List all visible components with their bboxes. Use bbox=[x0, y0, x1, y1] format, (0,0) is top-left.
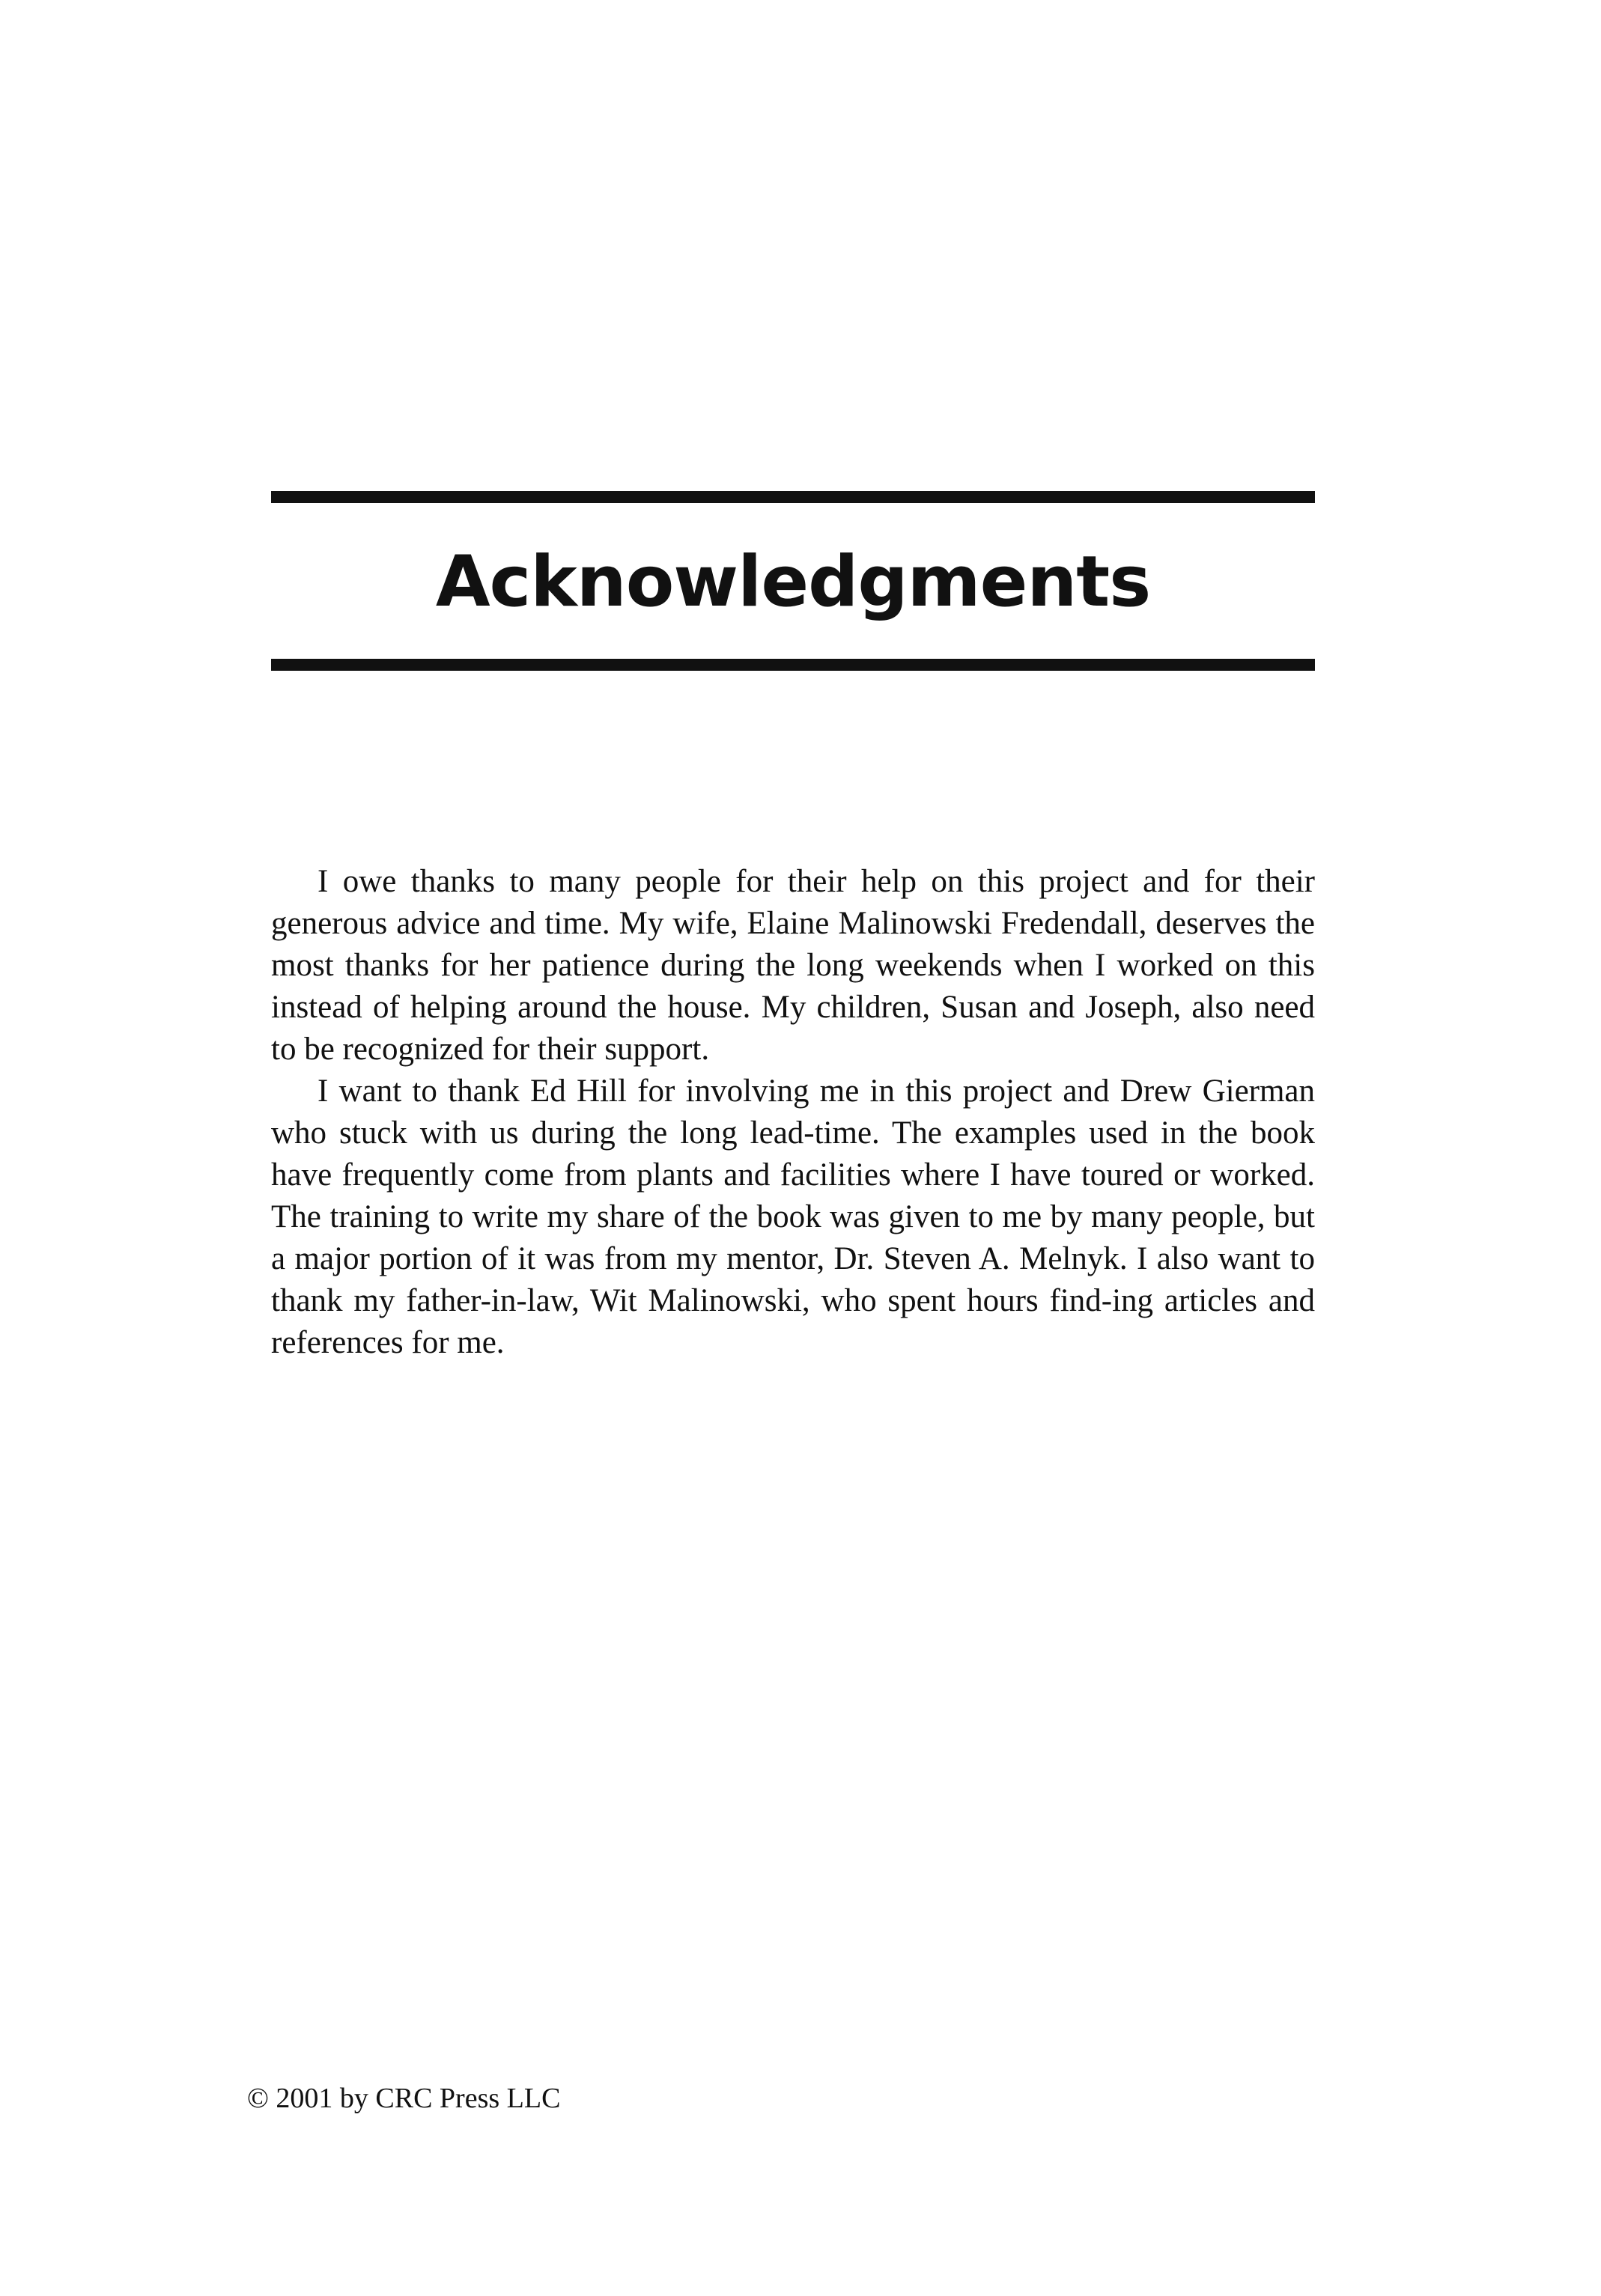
title-top-rule bbox=[271, 491, 1315, 503]
chapter-title: Acknowledgments bbox=[435, 541, 1151, 623]
paragraph-1: I owe thanks to many people for their help on this project and for their generous advice and time. My wife, Elaine Malinowski Fredendall, deserves the most thanks for her patience during the long weekends when I worked on this instead of helping around the house. My children, Susan and Joseph, also need to be recognized for their support. bbox=[271, 864, 1315, 1067]
acknowledgments-body bbox=[271, 861, 1315, 1364]
title-bottom-rule bbox=[271, 659, 1315, 671]
copyright-footer: © 2001 by CRC Press LLC bbox=[247, 2083, 561, 2114]
paragraph-2: I want to thank Ed Hill for involving me in this project and Drew Gierman who stuck with us during the long lead-time. The examples used in the book have frequently come from plants and facilities where I have toured or worked. The training to write my share of the book was given to me by many people, but a major portion of it was from my mentor, Dr. Steven A. Melnyk. I also want to thank my father-in-law, Wit Malinowski, who spent hours find-ing articles and references for me. bbox=[271, 1074, 1315, 1360]
